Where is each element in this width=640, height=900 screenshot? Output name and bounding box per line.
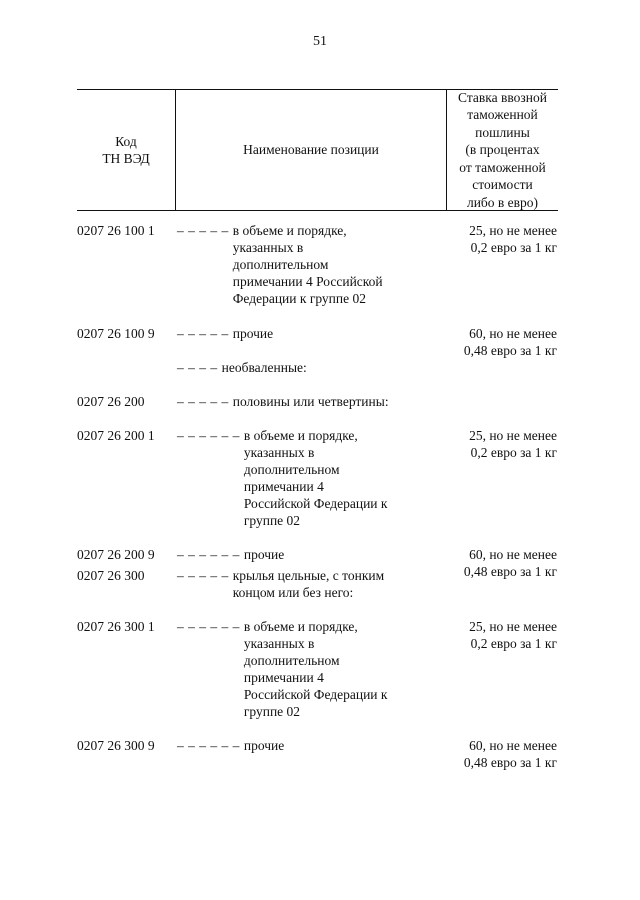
table-row (77, 618, 577, 720)
row-dash-marker: – – – – – (177, 568, 229, 583)
header-code (77, 90, 175, 210)
row-dash-marker: – – – – – (177, 223, 229, 238)
table-body (77, 222, 577, 770)
row-rate-line: 25, но не менее (469, 223, 557, 238)
row-text-line: прочие (243, 738, 285, 753)
row-text-line: в объеме и порядке, (243, 428, 358, 443)
row-text (244, 618, 388, 720)
row-text-line: примечании 4 Российской (232, 274, 383, 289)
row-rate-line: 0,48 евро за 1 кг (463, 343, 557, 358)
row-text-line: примечании 4 (243, 479, 324, 494)
row-code: 0207 26 200 9 (77, 547, 155, 562)
row-text-line: Российской Федерации к (243, 687, 388, 702)
row-text-line: крылья цельные, с тонким (232, 568, 385, 583)
row-text-line: дополнительном (243, 653, 340, 668)
table-row (77, 222, 577, 307)
row-text (233, 325, 273, 342)
row-text-line: прочие (232, 326, 274, 341)
row-rate (446, 325, 557, 359)
row-rate-line: 60, но не менее (469, 547, 557, 562)
row-rate-line: 0,48 евро за 1 кг (463, 564, 557, 579)
header-rate-line: либо в евро) (466, 194, 539, 210)
row-rate-line: 60, но не менее (469, 326, 557, 341)
row-code: 0207 26 100 9 (77, 326, 155, 341)
row-rate (446, 618, 557, 652)
row-text (244, 546, 284, 563)
row-text-line: дополнительном (232, 257, 329, 272)
header-rate-line: пошлины (475, 124, 530, 140)
row-dash-marker: – – – – (177, 360, 218, 375)
table-header (77, 89, 558, 211)
header-rate-line: Ставка ввозной (458, 89, 547, 105)
table-row (77, 737, 577, 770)
header-rate (447, 90, 558, 210)
row-text-line: дополнительном (243, 462, 340, 477)
row-description (177, 325, 427, 342)
row-code (77, 359, 177, 376)
header-code-line: Код (115, 133, 137, 149)
table-row (77, 567, 577, 601)
row-description (177, 359, 427, 376)
header-name: Наименование позиции (243, 142, 379, 158)
row-description (177, 546, 427, 563)
row-text-line: концом или без него: (232, 585, 354, 600)
row-dash-marker: – – – – – – (177, 619, 240, 634)
row-text-line: указанных в (243, 636, 315, 651)
row-rate-line: 0,2 евро за 1 кг (470, 636, 557, 651)
row-dash-marker: – – – – – – (177, 428, 240, 443)
header-rate-line: таможенной (467, 107, 538, 123)
row-text (244, 427, 388, 529)
header-code-line: ТН ВЭД (102, 151, 150, 166)
row-text-line: группе 02 (243, 704, 301, 719)
row-text-line: половины или четвертины: (232, 394, 389, 409)
table-row (77, 393, 577, 410)
row-text-line: в объеме и порядке, (243, 619, 358, 634)
row-description (177, 222, 427, 307)
row-description (177, 393, 427, 410)
row-rate (446, 222, 557, 256)
row-rate-line: 25, но не менее (469, 428, 557, 443)
header-rate-line: стоимости (472, 177, 533, 193)
row-text-line: Российской Федерации к (243, 496, 388, 511)
row-code: 0207 26 200 1 (77, 428, 155, 443)
row-text-line: необваленные: (221, 360, 307, 375)
row-code: 0207 26 200 (77, 394, 145, 409)
table-row (77, 359, 577, 376)
row-description (177, 427, 427, 529)
row-dash-marker: – – – – – – (177, 738, 240, 753)
table-row (77, 325, 577, 358)
row-rate (446, 427, 557, 461)
row-dash-marker: – – – – – (177, 326, 229, 341)
header-rate-line: от таможенной (459, 159, 546, 175)
row-dash-marker: – – – – – (177, 394, 229, 409)
row-rate (446, 737, 557, 771)
row-code: 0207 26 100 1 (77, 223, 155, 238)
table-row (77, 427, 577, 529)
row-text-line: Федерации к группе 02 (232, 291, 366, 306)
row-code: 0207 26 300 1 (77, 619, 155, 634)
row-rate-line: 0,2 евро за 1 кг (470, 240, 557, 255)
row-dash-marker: – – – – – – (177, 547, 240, 562)
row-code: 0207 26 300 9 (77, 738, 155, 753)
header-rate-line: (в процентах (465, 142, 540, 158)
row-text (233, 393, 389, 410)
row-text (244, 737, 284, 754)
row-text-line: прочие (243, 547, 285, 562)
row-rate-line: 0,48 евро за 1 кг (463, 755, 557, 770)
row-rate-line: 25, но не менее (469, 619, 557, 634)
row-text (233, 567, 384, 601)
row-rate-line: 0,2 евро за 1 кг (470, 445, 557, 460)
row-code: 0207 26 300 (77, 568, 145, 583)
row-text-line: в объеме и порядке, (232, 223, 347, 238)
row-text (222, 359, 307, 376)
row-text-line: примечании 4 (243, 670, 324, 685)
row-text (233, 222, 383, 307)
row-text-line: группе 02 (243, 513, 301, 528)
row-rate-line: 60, но не менее (469, 738, 557, 753)
row-description (177, 737, 427, 754)
page-number: 51 (313, 34, 327, 49)
row-text-line: указанных в (243, 445, 315, 460)
row-description (177, 567, 427, 601)
row-description (177, 618, 427, 720)
row-text-line: указанных в (232, 240, 304, 255)
